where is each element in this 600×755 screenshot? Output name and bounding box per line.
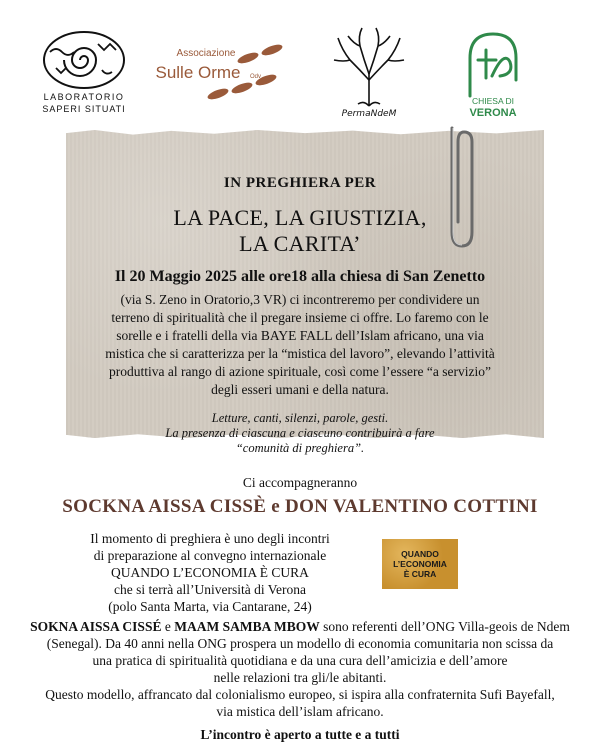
italic-line: La presenza di ciascuna e ciascuno contribuirà a fare [165,426,435,440]
convegno-line: QUANDO L’ECONOMIA È CURA [111,565,309,580]
paragraph-line: nelle relazioni tra gli/le abitanti. [213,670,387,685]
chiesa-symbol-icon [456,20,530,120]
italic-line: “comunità di preghiera”. [235,441,365,455]
title-line-2: LA CARITA’ [239,231,361,256]
permaniem-text: PermaNdeM [341,109,397,119]
sulle-orme-name: Sulle Orme [155,63,241,82]
body-line: (via S. Zeno in Oratorio,3 VR) ci incontreremo per condividere un [120,292,480,307]
tree-icon [320,20,418,120]
paragraph-line: via mistica dell’islam africano. [216,704,384,719]
laboratorio-line1: LABORATORIO [43,92,125,102]
sulle-orme-small: Associazione [176,48,236,59]
referents-rest: sono referenti dell’ONG Villa-geois de Ndem [319,619,570,634]
convegno-line: Il momento di preghiera è uno degli incontri [90,531,330,546]
badge-line: QUANDO [401,549,439,559]
paragraph-line: Questo modello, affrancato dal colonialismo europeo, si ispira alla confraternita Sufi Bayefall, [45,687,555,702]
sulle-orme-logo [148,30,296,110]
paragraph-line: una pratica di spiritualità quotidiana e da una cura dell’amicizia e dell’amore [92,653,508,668]
referent-1: SOKNA AISSA CISSÉ [30,619,162,634]
laboratorio-line2: SAPERI SITUATI [42,104,126,114]
referent-2: MAAM SAMBA MBOW [174,619,320,634]
quando-economia-cura-badge [382,539,458,589]
pretitle: IN PREGHIERA PER [223,175,377,191]
spiral-logo-icon [36,26,132,118]
body-line: produttiva al rango di azione spirituale, così come l’essere “a servizio” [109,364,491,379]
event-date-line: Il 20 Maggio 2025 alle ore18 alla chiesa di San Zenetto [114,268,486,285]
convegno-line: di preparazione al convegno internazionale [93,548,327,563]
referent-and: e [161,619,175,634]
permaniem-logo [320,20,418,120]
accompany-label: Ci accompagneranno [242,475,358,490]
sulle-orme-suffix: Odv [250,74,262,80]
badge-line: È CURA [403,569,437,579]
italic-line: Letture, canti, silenzi, parole, gesti. [211,411,389,425]
title-line-1: LA PACE, LA GIUSTIZIA, [173,205,427,230]
guests-names: SOCKNA AISSA CISSÈ e DON VALENTINO COTTINI [62,496,538,517]
chiesa-line2: VERONA [469,107,517,119]
logo-bar [0,0,600,125]
laboratorio-saperi-situati-logo [36,26,132,118]
paragraph-line: (Senegal). Da 40 anni nella ONG prospera un modello di economia comunitaria non scissa da [46,636,554,651]
body-line: degli esseri umani e della natura. [211,382,389,397]
convegno-line: che si terrà all’Università di Verona [113,582,307,597]
convegno-line: (polo Santa Marta, via Cantarane, 24) [108,599,312,614]
badge-line: L’ECONOMIA [393,559,447,569]
referents-line [0,618,600,635]
body-line: mistica che si caratterizza per la “mistica del lavoro”, elevando l’attività [105,346,495,361]
body-line: terreno di spiritualità che il pregare insieme ci offre. Lo faremo con le [111,310,489,325]
body-line: sorelle e i fratelli della via BAYE FALL dell’Islam africano, una via [116,328,484,343]
chiesa-line1: CHIESA DI [471,96,515,106]
closing-line: L’incontro è aperto a tutte e a tutti [200,727,400,742]
chiesa-di-verona-logo [456,20,530,120]
sulle-orme-mark [148,30,296,110]
